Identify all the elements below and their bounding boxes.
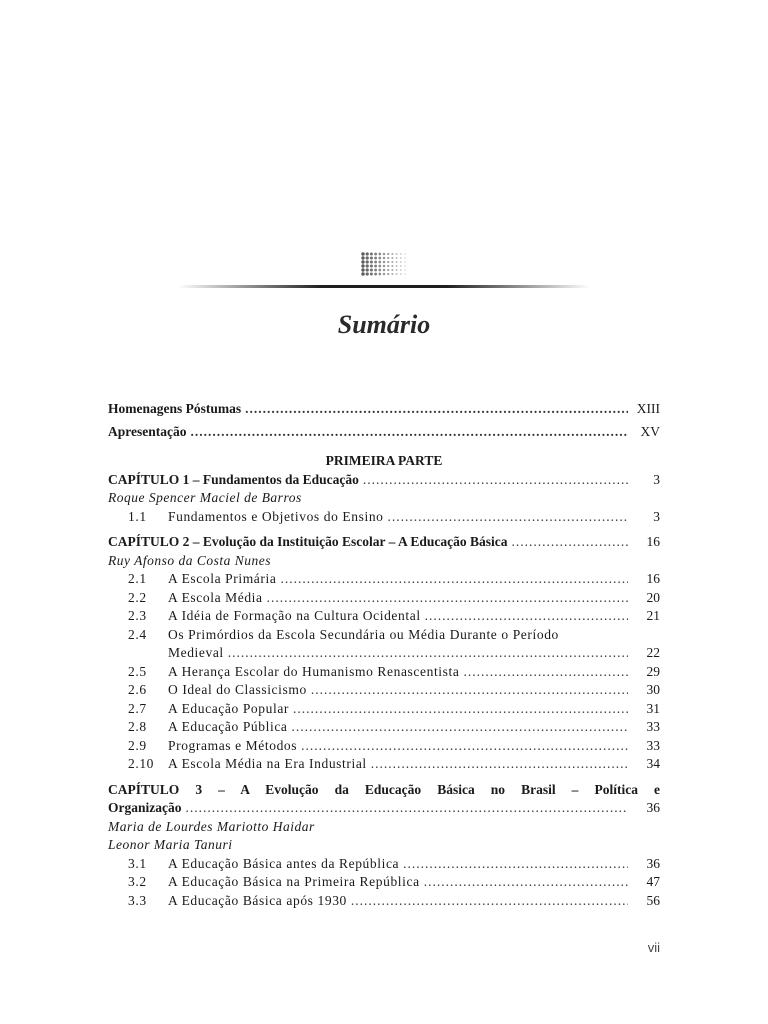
section-label: Fundamentos e Objetivos do Ensino <box>168 508 384 524</box>
dot-leader <box>311 681 628 700</box>
toc-chapter-1[interactable] <box>108 471 660 490</box>
page-folio: vii <box>647 940 660 955</box>
section-label-line1: Os Primórdios da Escola Secundária ou Média Durante o Período <box>168 626 559 642</box>
chapter-author: Ruy Afonso da Costa Nunes <box>108 552 272 568</box>
section-page: 56 <box>646 892 660 908</box>
chapter-label: CAPÍTULO 2 – Evolução da Instituição Escolar – A Educação Básica <box>108 534 508 549</box>
section-number: 1.1 <box>128 508 147 524</box>
section-label: A Educação Básica na Primeira República <box>168 874 420 889</box>
section-page: 29 <box>646 663 660 679</box>
entry-page: XV <box>640 423 660 439</box>
dot-leader <box>301 737 628 756</box>
section-label: A Educação Popular <box>168 700 290 716</box>
toc-section-2-5[interactable] <box>108 663 660 682</box>
section-number: 2.10 <box>128 756 155 771</box>
section-page: 31 <box>646 700 660 716</box>
section-number: 2.8 <box>128 719 147 734</box>
section-page: 30 <box>646 682 660 697</box>
chapter-page: 16 <box>646 534 660 549</box>
section-page: 34 <box>646 756 660 771</box>
section-number: 2.4 <box>128 626 147 642</box>
section-page: 16 <box>646 571 660 586</box>
toc-section-2-1[interactable] <box>108 570 660 589</box>
table-of-contents <box>108 400 660 910</box>
entry-page: XIII <box>636 401 660 416</box>
dot-leader <box>512 533 628 552</box>
section-label: O Ideal do Classicismo <box>168 682 307 697</box>
section-number: 2.5 <box>128 663 147 679</box>
title-rule <box>178 285 590 288</box>
toc-section-2-4[interactable] <box>108 626 660 663</box>
toc-section-1-1[interactable] <box>108 508 660 527</box>
toc-section-2-8[interactable] <box>108 718 660 737</box>
section-page: 22 <box>646 645 660 660</box>
section-number: 2.1 <box>128 571 147 586</box>
toc-section-2-7[interactable] <box>108 700 660 719</box>
section-label: A Educação Pública <box>168 719 288 734</box>
chapter-author: Leonor Maria Tanuri <box>108 837 233 852</box>
dot-leader <box>293 700 628 719</box>
toc-chapter-3[interactable] <box>108 781 660 818</box>
section-number: 2.2 <box>128 589 147 605</box>
dot-leader <box>228 644 628 663</box>
toc-section-3-2[interactable] <box>108 873 660 892</box>
section-page: 20 <box>646 589 660 605</box>
section-label: Programas e Métodos <box>168 737 298 753</box>
section-label: A Educação Básica antes da República <box>168 855 400 871</box>
dot-leader <box>267 589 628 608</box>
toc-section-3-1[interactable] <box>108 855 660 874</box>
toc-entry-apresentacao[interactable] <box>108 423 660 442</box>
dot-leader <box>403 855 628 874</box>
section-label: A Educação Básica após 1930 <box>168 892 347 908</box>
toc-section-2-2[interactable] <box>108 589 660 608</box>
chapter-label: CAPÍTULO 1 – Fundamentos da Educação <box>108 471 359 487</box>
toc-section-3-3[interactable] <box>108 892 660 911</box>
entry-label: Apresentação <box>108 423 187 439</box>
chapter-page: 3 <box>653 471 660 487</box>
dot-leader <box>191 423 629 442</box>
section-number: 2.3 <box>128 608 147 623</box>
dot-leader <box>424 873 628 892</box>
section-number: 3.1 <box>128 855 147 871</box>
chapter-author: Maria de Lourdes Mariotto Haidar <box>108 818 315 834</box>
toc-section-2-6[interactable] <box>108 681 660 700</box>
dot-leader <box>351 892 628 911</box>
dot-leader <box>245 400 628 419</box>
section-page: 47 <box>646 874 660 889</box>
section-page: 33 <box>646 719 660 734</box>
toc-section-2-9[interactable] <box>108 737 660 756</box>
dot-leader <box>292 718 628 737</box>
part-heading: PRIMEIRA PARTE <box>325 453 443 468</box>
section-number: 2.6 <box>128 682 147 697</box>
chapter-page: 36 <box>646 800 660 815</box>
dot-leader <box>363 471 628 490</box>
section-label: A Idéia de Formação na Cultura Ocidental <box>168 608 421 623</box>
section-page: 33 <box>646 737 660 753</box>
toc-entry-homenagens[interactable] <box>108 400 660 419</box>
page-title: Sumário <box>337 310 431 339</box>
section-number: 3.3 <box>128 892 147 908</box>
section-page: 21 <box>646 608 660 623</box>
chapter-label-line2: Organização <box>108 800 182 815</box>
dot-leader <box>463 663 628 682</box>
section-page: 36 <box>646 855 660 871</box>
section-number: 2.9 <box>128 737 147 753</box>
dot-leader <box>186 799 629 818</box>
chapter-author: Roque Spencer Maciel de Barros <box>108 490 302 505</box>
section-label: A Escola Média na Era Industrial <box>168 756 367 771</box>
section-number: 3.2 <box>128 874 147 889</box>
entry-label: Homenagens Póstumas <box>108 401 242 416</box>
section-label: A Escola Primária <box>168 571 277 586</box>
section-number: 2.7 <box>128 700 147 716</box>
dot-leader <box>371 755 628 774</box>
section-label-line2: Medieval <box>168 645 224 660</box>
toc-section-2-3[interactable] <box>108 607 660 626</box>
toc-chapter-2[interactable] <box>108 533 660 552</box>
dot-leader <box>425 607 628 626</box>
section-label: A Herança Escolar do Humanismo Renascentista <box>168 663 460 679</box>
section-page: 3 <box>653 508 660 524</box>
dot-leader <box>280 570 628 589</box>
dot-leader <box>388 508 628 527</box>
section-label: A Escola Média <box>168 589 263 605</box>
toc-section-2-10[interactable] <box>108 755 660 774</box>
chapter-label-line1: CAPÍTULO 3 – A Evolução da Educação Básica no Brasil – Política e <box>108 781 660 797</box>
dot-grid-ornament <box>361 252 407 276</box>
